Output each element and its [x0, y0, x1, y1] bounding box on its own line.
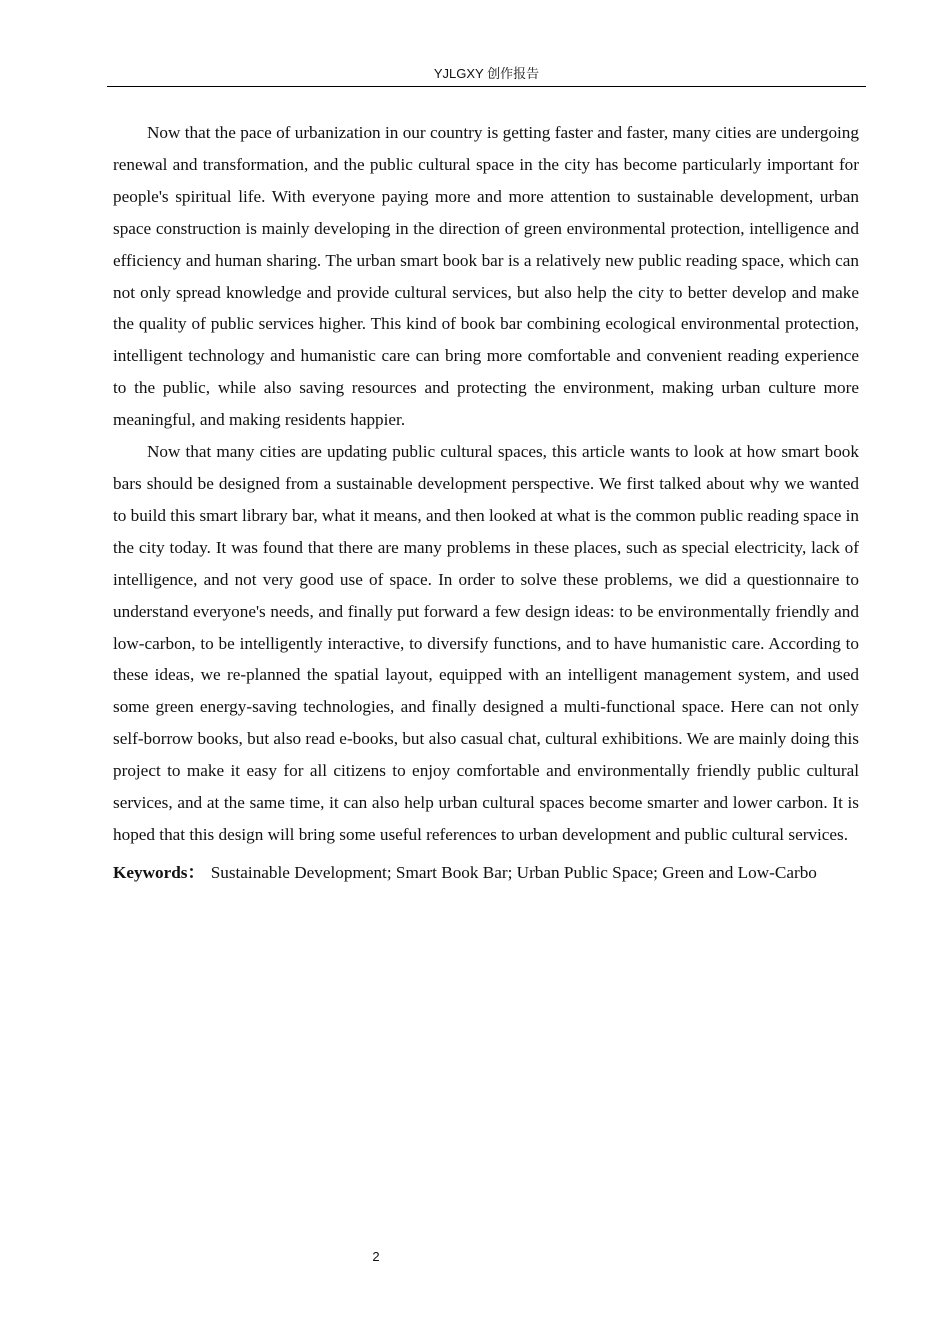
page-header — [107, 64, 866, 87]
keywords-separator: ： — [187, 862, 205, 882]
keywords-text: Sustainable Development; Smart Book Bar; Urban Public Space; Green and Low-Carbo — [210, 862, 817, 882]
keywords-label: Keywords — [113, 862, 188, 882]
header-title: YJLGXY 创作报告 — [433, 66, 540, 81]
abstract-paragraph-2: Now that many cities are updating public cultural spaces, this article wants to look at how smart book bars should be designed from a sustainable development perspective. We first talked about why we wanted to build this smart library bar, what it means, and then looked at what is the common public reading space in the city today. It was found that there are many problems in these places, such as special electricity, lack of intelligence, and not very good use of space. In order to solve these problems, we did a questionnaire to understand everyone's needs, and finally put forward a few design ideas: to be environmentally friendly and low-carbon, to be intelligently interactive, to diversify functions, and to have humanistic care. According to these ideas, we re-planned the spatial layout, equipped with an intelligent management system, and used some green energy-saving technologies, and finally designed a multi-functional space. Here can not only self-borrow books, but also read e-books, but also casual chat, cultural exhibitions. We are mainly doing this project to make it easy for all citizens to enjoy comfortable and environmentally friendly public cultural services, and at the same time, it can also help urban cultural spaces become smarter and lower carbon. It is hoped that this design will bring some useful references to urban development and public cultural services. — [113, 442, 859, 844]
abstract-paragraph-1: Now that the pace of urbanization in our country is getting faster and faster, many cities are undergoing renewal and transformation, and the public cultural space in the city has become particularly important for people's spiritual life. With everyone paying more and more attention to sustainable development, urban space construction is mainly developing in the direction of green environmental protection, intelligence and efficiency and human sharing. The urban smart book bar is a relatively new public reading space, which can not only spread knowledge and provide cultural services, but also help the city to better develop and make the quality of public services higher. This kind of book bar combining ecological environmental protection, intelligent technology and humanistic care can bring more comfortable and convenient reading experience to the public, while also saving resources and protecting the environment, making urban culture more meaningful, and making residents happier. — [113, 123, 859, 430]
abstract-body — [113, 117, 859, 884]
keywords-line — [113, 862, 859, 884]
page-number: 2 — [372, 1249, 380, 1264]
